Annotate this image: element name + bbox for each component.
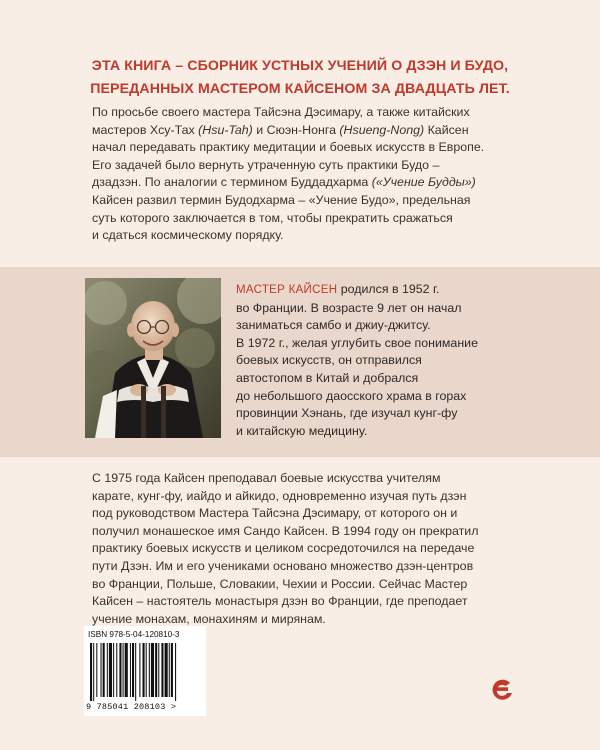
bio-line-6: автостопом в Китай и добрался: [236, 370, 419, 385]
barcode-bar: [143, 643, 145, 697]
barcode-bar: [90, 643, 92, 701]
bio-line-4: В 1972 г., желая углубить свое понимание: [236, 335, 478, 350]
barcode: [84, 626, 206, 716]
barcode-bar: [101, 643, 102, 697]
intro-text: и Сюэн-Нонга: [252, 122, 340, 137]
intro-line-4: Его задачей было вернуть утраченную суть практики Будо –: [92, 157, 440, 172]
barcode-bar: [119, 643, 121, 697]
barcode-bar: [109, 643, 112, 697]
bio-paragraph: [236, 281, 566, 440]
outro-line: пути Дзэн. Им и его учениками основано множество дзэн-центров: [92, 558, 474, 573]
barcode-bar: [175, 643, 176, 701]
barcode-bars: [90, 643, 200, 701]
headline-line-1: ЭТА КНИГА – СБОРНИК УСТНЫХ УЧЕНИЙ О ДЗЭН И БУДО,: [91, 58, 509, 74]
barcode-bar: [169, 643, 170, 697]
barcode-bar: [125, 643, 128, 697]
barcode-bar: [151, 643, 154, 697]
barcode-bar: [116, 643, 117, 697]
intro-line-3: начал передавать практику медитации и боевых искусств в Европе.: [92, 140, 485, 155]
intro-line-7: суть которого заключается в том, чтобы прекратить сражаться: [92, 210, 453, 225]
barcode-bar: [93, 643, 94, 701]
barcode-bar: [113, 643, 114, 697]
outro-line: учение монахам, монахиням и мирянам.: [92, 611, 326, 626]
intro-line-1: По просьбе своего мастера Тайсэна Дэсимару, а также китайских: [92, 105, 470, 119]
intro-paragraph: [92, 104, 532, 245]
intro-italic: (Hsu-Tah): [198, 122, 253, 137]
headline: [60, 55, 540, 101]
barcode-bar: [135, 643, 136, 701]
outro-line: под руководством Мастера Тайсэна Дэсимару, от которого он и: [92, 506, 458, 521]
barcode-bar: [139, 643, 140, 697]
barcode-bar: [155, 643, 157, 697]
intro-line-6: Кайсен развил термин Будодхарма – «Учение Будо», предельная: [92, 192, 471, 207]
barcode-bar: [171, 643, 173, 697]
intro-line-8: и сдаться космическому порядку.: [92, 228, 284, 243]
intro-line-2: [92, 122, 532, 140]
bio-line-8: провинции Хэнань, где изучал кунг-фу: [236, 406, 458, 421]
barcode-bar: [107, 643, 108, 697]
outro-paragraph: [92, 470, 542, 628]
author-photo-illustration: [85, 278, 221, 438]
isbn-label: ISBN 978-5-04-120810-3: [88, 630, 180, 639]
bio-text: родился в 1952 г.: [337, 282, 440, 296]
outro-line: во Франции, Польше, Словакии, Чехии и России. Сейчас Мастер: [92, 576, 468, 591]
publisher-logo-icon: [488, 675, 516, 703]
intro-italic: (Hsueng-Nong): [339, 122, 425, 137]
intro-text: мастеров Хсу-Тах: [92, 122, 199, 137]
barcode-bar: [130, 643, 131, 697]
bio-line-3: заниматься самбо и джиу-джитсу.: [236, 318, 431, 333]
barcode-bar: [165, 643, 168, 697]
barcode-bar: [132, 643, 134, 697]
barcode-bar: [96, 643, 97, 697]
outro-line: карате, кунг-фу, иайдо и айкидо, одновременно изучая путь дзэн: [92, 488, 467, 503]
publisher-logo-icon: [488, 675, 516, 703]
outro-line: Кайсен – настоятель монастыря дзэн во Франции, где преподает: [92, 594, 468, 609]
bio-name: МАСТЕР КАЙСЕН: [236, 284, 338, 296]
barcode-bar: [161, 643, 163, 697]
barcode-bar: [123, 643, 124, 697]
outro-line: С 1975 года Кайсен преподавал боевые искусства учителям: [92, 471, 441, 485]
intro-text: Кайсен: [424, 122, 469, 137]
barcode-bar: [103, 643, 105, 697]
author-photo: [85, 278, 221, 438]
barcode-bar: [146, 643, 147, 697]
barcode-digits: 9 785041 208103 >: [86, 702, 177, 712]
intro-italic: («Учение Будды»): [371, 175, 476, 190]
headline-line-2: ПЕРЕДАННЫХ МАСТЕРОМ КАЙСЕНОМ ЗА ДВАДЦАТЬ ЛЕТ.: [90, 81, 510, 97]
bio-line-2: во Франции. В возрасте 9 лет он начал: [236, 300, 462, 315]
bio-line-9: и китайскую медицину.: [236, 423, 368, 438]
intro-line-5: [92, 174, 532, 192]
bio-line-1: [236, 281, 566, 300]
bio-line-7: до небольшого даосского храма в горах: [236, 388, 467, 403]
bio-line-5: боевых искусств, он отправился: [236, 353, 422, 368]
outro-line: практику боевых искусств и целиком сосредоточился на передаче: [92, 541, 475, 556]
intro-text: дзадзэн. По аналогии с термином Буддадхарма: [92, 175, 372, 190]
barcode-bar: [149, 643, 150, 697]
barcode-bar: [158, 643, 159, 697]
outro-line: получил монашеское имя Сандо Кайсен. В 1994 году он прекратил: [92, 523, 479, 538]
